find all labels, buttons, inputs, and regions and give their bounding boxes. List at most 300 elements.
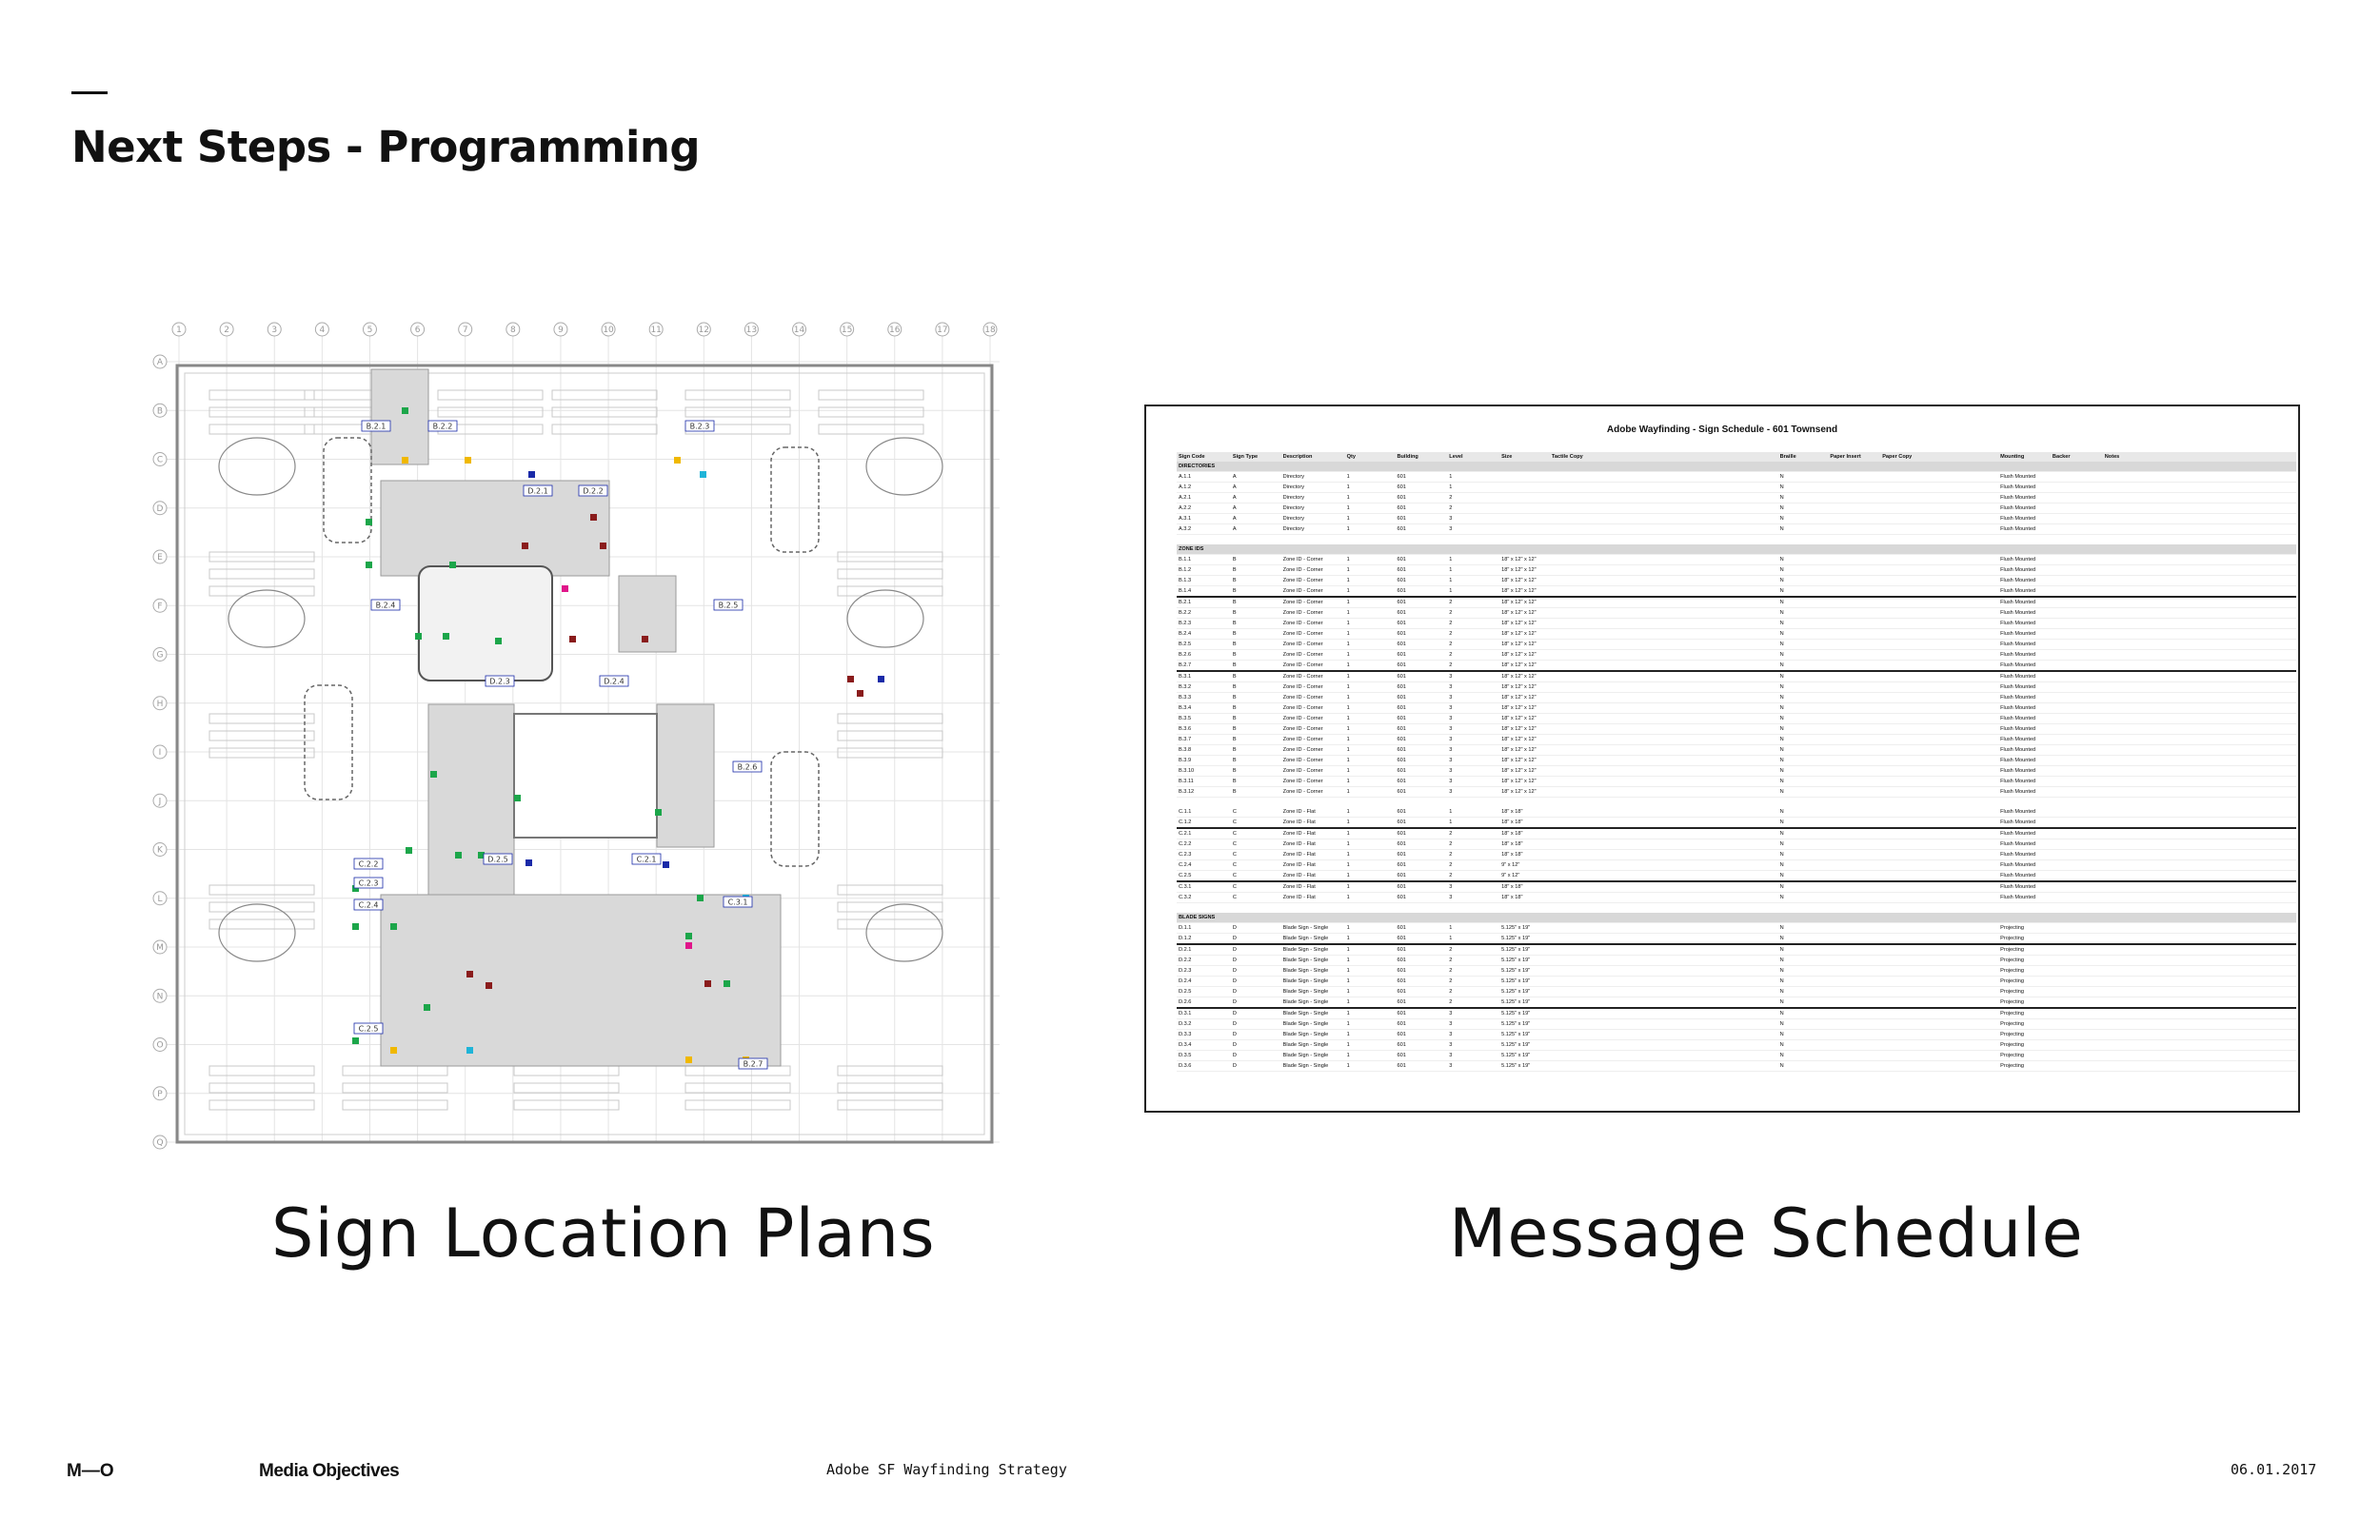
grid-column-label: 18 [984, 326, 996, 335]
schedule-row [1177, 987, 2296, 997]
schedule-row [1177, 777, 2296, 787]
schedule-cell [1880, 514, 1998, 524]
schedule-cell: N [1778, 1008, 1829, 1019]
schedule-cell: 18" x 12" x 12" [1499, 777, 1550, 787]
schedule-cell: Zone ID - Flat [1281, 881, 1345, 893]
schedule-cell: 1 [1345, 671, 1396, 682]
schedule-cell: 1 [1345, 1061, 1396, 1072]
schedule-cell [1880, 576, 1998, 586]
schedule-cell: B.2.7 [1177, 661, 1231, 672]
schedule-cell [1828, 1040, 1880, 1051]
schedule-row [1177, 839, 2296, 850]
schedule-cell [1828, 472, 1880, 483]
schedule-cell: 3 [1447, 714, 1499, 724]
workstation-bench [209, 748, 314, 758]
grid-column-label: 7 [462, 326, 468, 335]
schedule-cell: 2 [1447, 977, 1499, 987]
schedule-cell [2051, 977, 2103, 987]
schedule-cell [2103, 871, 2296, 882]
message-schedule-sheet [1144, 405, 2300, 1113]
schedule-cell: Flush Mounted [1998, 565, 2051, 576]
schedule-cell: Flush Mounted [1998, 493, 2051, 503]
schedule-cell [1880, 787, 1998, 798]
schedule-cell [2103, 966, 2296, 977]
schedule-cell: B [1231, 724, 1281, 735]
schedule-header-row [1177, 452, 2296, 462]
workstation-bench [552, 390, 657, 400]
schedule-cell: N [1778, 483, 1829, 493]
workstation-bench [685, 407, 790, 417]
schedule-cell [2103, 756, 2296, 766]
workstation-bench [209, 407, 314, 417]
schedule-cell: 601 [1395, 944, 1447, 956]
schedule-row [1177, 860, 2296, 871]
schedule-cell: N [1778, 724, 1829, 735]
grid-column-label: 11 [650, 326, 662, 335]
schedule-cell: Zone ID - Corner [1281, 724, 1345, 735]
schedule-row [1177, 714, 2296, 724]
schedule-cell [1550, 850, 1778, 860]
workstation-bench [819, 407, 923, 417]
schedule-cell [1880, 1008, 1998, 1019]
meeting-pod [324, 438, 371, 543]
sign-tag-label: C.2.4 [358, 900, 379, 910]
schedule-cell: N [1778, 944, 1829, 956]
schedule-cell: Flush Mounted [1998, 514, 2051, 524]
schedule-cell: 601 [1395, 650, 1447, 661]
schedule-cell [2051, 597, 2103, 608]
schedule-row [1177, 850, 2296, 860]
schedule-cell [2103, 828, 2296, 839]
schedule-cell [2103, 483, 2296, 493]
grid-row-label: A [156, 358, 164, 367]
schedule-cell [1880, 1040, 1998, 1051]
workstation-bench [209, 424, 314, 434]
sign-marker [569, 636, 576, 642]
lounge-area [866, 904, 942, 961]
schedule-cell [1499, 483, 1550, 493]
schedule-cell: B [1231, 565, 1281, 576]
schedule-cell [2051, 650, 2103, 661]
schedule-cell: B [1231, 661, 1281, 672]
schedule-cell [2103, 524, 2296, 535]
schedule-cell: B.1.4 [1177, 586, 1231, 598]
schedule-cell [1880, 934, 1998, 945]
schedule-cell: N [1778, 807, 1829, 818]
schedule-cell [2051, 703, 2103, 714]
schedule-cell [1880, 661, 1998, 672]
core-zone [381, 481, 609, 576]
caption-sign-location-plans: Sign Location Plans [271, 1194, 936, 1273]
schedule-cell [1828, 881, 1880, 893]
sign-tag-label: B.2.7 [743, 1059, 764, 1069]
schedule-cell: 3 [1447, 756, 1499, 766]
schedule-cell: C.2.4 [1177, 860, 1231, 871]
schedule-row [1177, 472, 2296, 483]
schedule-cell [1550, 839, 1778, 850]
schedule-cell: 601 [1395, 629, 1447, 640]
schedule-cell: Zone ID - Corner [1281, 629, 1345, 640]
schedule-cell: Zone ID - Corner [1281, 703, 1345, 714]
schedule-cell: 1 [1345, 850, 1396, 860]
schedule-cell: Projecting [1998, 997, 2051, 1009]
schedule-cell: Flush Mounted [1998, 682, 2051, 693]
schedule-cell: 1 [1345, 787, 1396, 798]
schedule-cell: N [1778, 493, 1829, 503]
schedule-cell: Zone ID - Corner [1281, 671, 1345, 682]
schedule-cell: 9" x 12" [1499, 860, 1550, 871]
sign-marker [685, 933, 692, 939]
schedule-row [1177, 493, 2296, 503]
schedule-cell: N [1778, 1061, 1829, 1072]
schedule-cell [1499, 493, 1550, 503]
schedule-cell: Zone ID - Flat [1281, 850, 1345, 860]
schedule-column-header: Paper Copy [1880, 452, 1998, 462]
schedule-cell: 5.125" x 19" [1499, 934, 1550, 945]
schedule-cell: D.1.1 [1177, 923, 1231, 934]
schedule-cell: Blade Sign - Single [1281, 977, 1345, 987]
grid-row-label: I [158, 748, 162, 758]
lounge-area [847, 590, 923, 647]
sign-marker [352, 1037, 359, 1044]
schedule-cell [1828, 586, 1880, 598]
schedule-cell [2051, 777, 2103, 787]
schedule-cell: 1 [1345, 807, 1396, 818]
schedule-cell [1880, 828, 1998, 839]
schedule-cell: 2 [1447, 661, 1499, 672]
schedule-row [1177, 977, 2296, 987]
schedule-cell: Flush Mounted [1998, 629, 2051, 640]
schedule-cell: N [1778, 745, 1829, 756]
schedule-cell [2051, 893, 2103, 903]
schedule-cell: 601 [1395, 956, 1447, 966]
schedule-cell [1828, 977, 1880, 987]
workstation-bench [343, 1100, 447, 1110]
schedule-cell [1550, 586, 1778, 598]
schedule-cell: 1 [1447, 807, 1499, 818]
sign-tag-label: B.2.2 [432, 422, 453, 431]
schedule-cell [2051, 629, 2103, 640]
schedule-cell: Zone ID - Flat [1281, 893, 1345, 903]
grid-row-label: M [156, 943, 164, 953]
schedule-column-header: Sign Type [1231, 452, 1281, 462]
schedule-cell: 601 [1395, 860, 1447, 871]
workstation-bench [838, 731, 942, 740]
schedule-cell: B.1.2 [1177, 565, 1231, 576]
sign-marker [590, 514, 597, 521]
workstation-bench [838, 1083, 942, 1093]
schedule-cell: 2 [1447, 640, 1499, 650]
schedule-cell: 601 [1395, 1019, 1447, 1030]
schedule-cell: D [1231, 956, 1281, 966]
schedule-cell [1499, 524, 1550, 535]
sign-marker [847, 676, 854, 682]
schedule-cell: Flush Mounted [1998, 766, 2051, 777]
schedule-cell: 601 [1395, 839, 1447, 850]
page-title: Next Steps - Programming [71, 122, 701, 172]
schedule-cell: 3 [1447, 671, 1499, 682]
schedule-cell: 5.125" x 19" [1499, 997, 1550, 1009]
schedule-cell [1828, 483, 1880, 493]
schedule-cell [2103, 640, 2296, 650]
meeting-pod [305, 685, 352, 800]
schedule-cell: 1 [1345, 1040, 1396, 1051]
schedule-cell: 601 [1395, 997, 1447, 1009]
grid-row-label: F [157, 602, 163, 612]
schedule-cell: 601 [1395, 597, 1447, 608]
schedule-cell [2051, 640, 2103, 650]
schedule-row [1177, 586, 2296, 598]
schedule-cell: 1 [1447, 934, 1499, 945]
schedule-cell: D [1231, 1051, 1281, 1061]
schedule-cell: B.3.8 [1177, 745, 1231, 756]
schedule-cell: B [1231, 693, 1281, 703]
workstation-bench [819, 390, 923, 400]
schedule-cell: B [1231, 703, 1281, 714]
schedule-cell: 18" x 12" x 12" [1499, 714, 1550, 724]
sign-tag-label: D.2.2 [583, 486, 604, 496]
sign-marker [526, 859, 532, 866]
workstation-bench [438, 407, 543, 417]
footer-brand: Media Objectives [259, 1461, 400, 1481]
schedule-cell: 2 [1447, 619, 1499, 629]
schedule-cell [1880, 881, 1998, 893]
schedule-cell: 18" x 18" [1499, 893, 1550, 903]
schedule-row [1177, 923, 2296, 934]
grid-row-label: Q [156, 1138, 164, 1148]
schedule-cell: 1 [1345, 860, 1396, 871]
schedule-cell [1880, 565, 1998, 576]
schedule-cell: B.2.3 [1177, 619, 1231, 629]
schedule-cell: 2 [1447, 987, 1499, 997]
schedule-cell [1880, 629, 1998, 640]
schedule-column-header: Description [1281, 452, 1345, 462]
schedule-row [1177, 703, 2296, 714]
schedule-spacer [1177, 903, 2296, 914]
workstation-bench [552, 407, 657, 417]
schedule-section-row [1177, 544, 2296, 555]
schedule-cell: 5.125" x 19" [1499, 944, 1550, 956]
schedule-row [1177, 787, 2296, 798]
schedule-cell: Blade Sign - Single [1281, 1051, 1345, 1061]
schedule-cell [1828, 671, 1880, 682]
workstation-bench [685, 1100, 790, 1110]
schedule-cell: 5.125" x 19" [1499, 1019, 1550, 1030]
schedule-cell: B [1231, 787, 1281, 798]
schedule-cell [2103, 682, 2296, 693]
schedule-cell: 601 [1395, 977, 1447, 987]
workstation-bench [838, 1100, 942, 1110]
schedule-cell: Zone ID - Corner [1281, 693, 1345, 703]
schedule-cell [2103, 1051, 2296, 1061]
schedule-cell: 1 [1447, 565, 1499, 576]
schedule-row [1177, 997, 2296, 1009]
schedule-cell [2103, 787, 2296, 798]
schedule-cell [2051, 966, 2103, 977]
schedule-cell: 1 [1447, 472, 1499, 483]
grid-column-label: 5 [367, 326, 373, 335]
schedule-row [1177, 608, 2296, 619]
schedule-cell: 18" x 18" [1499, 881, 1550, 893]
schedule-column-header: Paper Insert [1828, 452, 1880, 462]
schedule-cell: N [1778, 693, 1829, 703]
schedule-cell: 18" x 12" x 12" [1499, 586, 1550, 598]
sign-marker [685, 942, 692, 949]
core-zone [371, 369, 428, 464]
schedule-row [1177, 1061, 2296, 1072]
schedule-cell: N [1778, 597, 1829, 608]
schedule-cell [2103, 839, 2296, 850]
workstation-bench [838, 902, 942, 912]
schedule-cell: 18" x 18" [1499, 807, 1550, 818]
schedule-cell [1550, 608, 1778, 619]
workstation-bench [552, 424, 657, 434]
workstation-bench [209, 1100, 314, 1110]
schedule-cell: 5.125" x 19" [1499, 1008, 1550, 1019]
grid-row-label: H [156, 699, 164, 709]
sign-marker [402, 457, 408, 464]
schedule-cell [1880, 1061, 1998, 1072]
schedule-cell: 1 [1345, 745, 1396, 756]
schedule-cell [1550, 871, 1778, 882]
schedule-cell [1550, 923, 1778, 934]
schedule-cell: 1 [1345, 586, 1396, 598]
workstation-bench [685, 390, 790, 400]
sign-marker [455, 852, 462, 859]
schedule-column-header: Backer [2051, 452, 2103, 462]
sign-tag-label: D.2.4 [604, 677, 625, 686]
schedule-cell [1880, 807, 1998, 818]
schedule-cell [1499, 503, 1550, 514]
workstation-bench [514, 1100, 619, 1110]
schedule-cell: 3 [1447, 514, 1499, 524]
schedule-cell [2051, 828, 2103, 839]
schedule-cell [2103, 472, 2296, 483]
grid-column-label: 8 [509, 326, 516, 335]
schedule-cell: 3 [1447, 735, 1499, 745]
schedule-cell [2103, 923, 2296, 934]
schedule-cell: Directory [1281, 483, 1345, 493]
schedule-cell: 601 [1395, 818, 1447, 829]
schedule-cell [1880, 766, 1998, 777]
schedule-cell: A.3.1 [1177, 514, 1231, 524]
schedule-cell: 18" x 12" x 12" [1499, 640, 1550, 650]
schedule-cell: D [1231, 977, 1281, 987]
schedule-cell: 3 [1447, 1008, 1499, 1019]
schedule-cell: 1 [1345, 682, 1396, 693]
sign-marker [466, 971, 473, 977]
schedule-row [1177, 956, 2296, 966]
schedule-cell: C.2.5 [1177, 871, 1231, 882]
schedule-cell: 2 [1447, 608, 1499, 619]
sign-marker [528, 471, 535, 478]
schedule-cell: Projecting [1998, 944, 2051, 956]
schedule-cell [2103, 850, 2296, 860]
footer-document-name: Adobe SF Wayfinding Strategy [826, 1461, 1067, 1478]
schedule-cell [2103, 997, 2296, 1009]
schedule-cell [2051, 714, 2103, 724]
schedule-cell [1828, 724, 1880, 735]
schedule-cell: 1 [1345, 977, 1396, 987]
schedule-cell: 1 [1345, 818, 1396, 829]
schedule-cell: 1 [1447, 818, 1499, 829]
schedule-cell [1828, 818, 1880, 829]
schedule-cell: C.2.3 [1177, 850, 1231, 860]
schedule-row [1177, 881, 2296, 893]
schedule-cell: A [1231, 483, 1281, 493]
workstation-bench [819, 424, 923, 434]
schedule-cell: Projecting [1998, 1051, 2051, 1061]
footer-date: 06.01.2017 [2231, 1461, 2317, 1478]
schedule-cell [1550, 977, 1778, 987]
schedule-cell [1550, 881, 1778, 893]
schedule-row [1177, 1030, 2296, 1040]
schedule-column-header: Mounting [1998, 452, 2051, 462]
workstation-bench [838, 569, 942, 579]
schedule-cell [2051, 576, 2103, 586]
core-zone [428, 704, 514, 895]
schedule-cell: Flush Mounted [1998, 850, 2051, 860]
schedule-cell [1550, 1019, 1778, 1030]
schedule-cell [2103, 619, 2296, 629]
schedule-cell: 601 [1395, 724, 1447, 735]
schedule-cell: N [1778, 472, 1829, 483]
schedule-cell [1550, 944, 1778, 956]
schedule-cell [1828, 608, 1880, 619]
schedule-cell: Projecting [1998, 956, 2051, 966]
schedule-column-header: Braille [1778, 452, 1829, 462]
floor-plan-drawing [152, 314, 1009, 1152]
schedule-cell: D.2.4 [1177, 977, 1231, 987]
core-zone [657, 704, 714, 847]
schedule-cell [1828, 766, 1880, 777]
footer-logo: M—O [67, 1461, 114, 1481]
lounge-area [219, 438, 295, 495]
schedule-cell: B.3.10 [1177, 766, 1231, 777]
schedule-cell: 18" x 18" [1499, 818, 1550, 829]
schedule-cell [2051, 493, 2103, 503]
schedule-cell [2051, 1008, 2103, 1019]
schedule-cell: Flush Mounted [1998, 893, 2051, 903]
schedule-cell: B.2.1 [1177, 597, 1231, 608]
schedule-row [1177, 871, 2296, 882]
schedule-cell: Zone ID - Flat [1281, 828, 1345, 839]
schedule-row [1177, 724, 2296, 735]
schedule-cell: 601 [1395, 777, 1447, 787]
schedule-cell: 2 [1447, 839, 1499, 850]
sign-marker [600, 543, 606, 549]
schedule-cell: 601 [1395, 987, 1447, 997]
schedule-cell: 1 [1345, 597, 1396, 608]
sign-marker [857, 690, 863, 697]
schedule-cell: Zone ID - Corner [1281, 576, 1345, 586]
schedule-cell: C.2.1 [1177, 828, 1231, 839]
schedule-cell [2051, 839, 2103, 850]
schedule-cell: 601 [1395, 923, 1447, 934]
schedule-cell [1828, 735, 1880, 745]
schedule-cell: 601 [1395, 756, 1447, 766]
schedule-cell: N [1778, 881, 1829, 893]
schedule-cell [2103, 671, 2296, 682]
schedule-row [1177, 650, 2296, 661]
schedule-cell: D [1231, 987, 1281, 997]
schedule-cell: 601 [1395, 671, 1447, 682]
schedule-cell [2103, 777, 2296, 787]
grid-column-label: 14 [793, 326, 805, 335]
schedule-cell [1550, 1061, 1778, 1072]
schedule-cell: B [1231, 714, 1281, 724]
schedule-cell [1550, 597, 1778, 608]
